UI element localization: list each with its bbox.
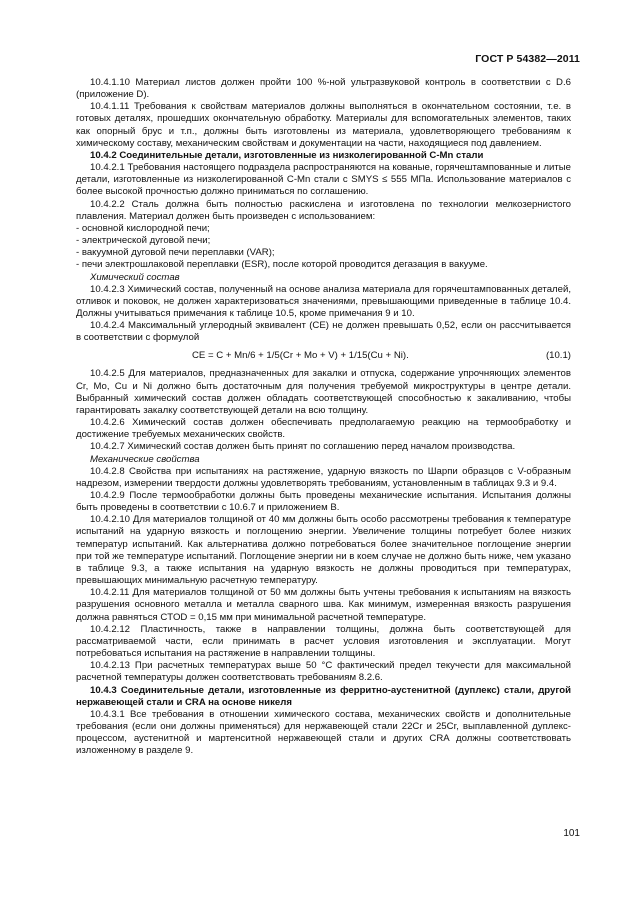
formula-number: (10.1) <box>545 350 571 362</box>
paragraph: 10.4.2.3 Химический состав, полученный на основе анализа материала для горячештампованных деталей, отливок и поковок, не должен характеризоваться значениями, превышающими приведенные в таблице 10.4. Должны учитываться примечания к таблице 10.5, кроме примечания 9 и 10. <box>76 283 571 319</box>
paragraph: 10.4.2.6 Химический состав должен обеспечивать предполагаемую реакцию на термообработку и достижение требуемых механических свойств. <box>76 417 571 441</box>
list-item: - печи электрошлаковой переплавки (ESR), после которой проводится дегазация в вакууме. <box>76 259 488 271</box>
paragraph: 10.4.2.4 Максимальный углеродный эквивалент (CE) не должен превышать 0,52, если он рассчитывается в соответствии с формулой <box>76 320 571 344</box>
paragraph: 10.4.3.1 Все требования в отношении химического состава, механических свойств и дополнительные требования (если они должны применяться) для нержавеющей стали 22Cr и 25Cr, выплавленной дуплекс-процессом, аустенитной и мартенситной нержавеющей стали и других CRA должны соответствовать изложенному в разделе 9. <box>76 708 571 757</box>
paragraph: 10.4.2.5 Для материалов, предназначенных для закалки и отпуска, содержание упрочняющих элементов Cr, Mo, Cu и Ni должно быть достаточным для получения требуемой микроструктуры в центре детали. Выбранный химический состав должен обладать соответствующей способностью к закаливанию, чтобы гарантировать закалку соответствующей детали на всю толщину. <box>76 368 571 416</box>
paragraph: 10.4.2.10 Для материалов толщиной от 40 мм должны быть особо рассмотрены требования к температуре испытаний на ударную вязкость и поглощению энергии. Увеличение толщины потребует более низких температур испытаний. Как альтернатива должно потребоваться более значительное поглощение энергии при той же температуре испытаний. Поглощение энергии ни в коем случае не должно быть ниже, чем указано в таблице 9.3, а также испытания на ударную вязкость не должны проводиться при температурах, превышающих минимальную расчетную температуру. <box>76 514 571 587</box>
paragraph: 10.4.1.10 Материал листов должен пройти 100 %-ной ультразвуковой контроль в соответствии с D.6 (приложение D). <box>76 77 571 101</box>
paragraph: 10.4.2.8 Свойства при испытаниях на растяжение, ударную вязкость по Шарпи образцов с V-образным надрезом, измерении твердости должны удовлетворять требованиям, установленным в таблицах 9.3 и 9.4. <box>76 465 571 489</box>
list-item: - основной кислородной печи; <box>76 222 210 234</box>
page-number: 101 <box>563 828 580 839</box>
section-heading: 10.4.2 Соединительные детали, изготовленные из низколегированной C-Mn стали <box>90 149 484 161</box>
paragraph: 10.4.2.1 Требования настоящего подраздела распространяются на кованые, горячештампованные и литые детали, изготовленные из низколегированной C-Mn стали с SMYS ≤ 555 МПа. Использование материалов с более высокой прочностью должно приниматься по соглашению. <box>76 162 571 198</box>
list-item: - электрической дуговой печи; <box>76 235 211 247</box>
paragraph: 10.4.2.12 Пластичность, также в направлении толщины, должна быть соответствующей для рассматриваемой части, если принимать в расчет условия изготовления и эксплуатации. Могут потребоваться испытания на растяжение в направлении толщины. <box>76 623 571 660</box>
paragraph: 10.4.2.2 Сталь должна быть полностью раскислена и изготовлена по технологии мелкозернистого плавления. Материал должен быть произведен с использованием: <box>76 198 571 222</box>
section-heading: 10.4.3 Соединительные детали, изготовленные из ферритно-аустенитной (дуплекс) стали, другой нержавеющей стали и CRA на основе никеля <box>76 684 571 708</box>
subsection-label: Химический состав <box>90 271 180 283</box>
paragraph: 10.4.2.13 При расчетных температурах выше 50 °C фактический предел текучести для максимальной расчетной температуры должен соответствовать требованиям 8.2.6. <box>76 660 571 684</box>
subsection-label: Механические свойства <box>90 453 200 465</box>
list-item: - вакуумной дуговой печи переплавки (VAR); <box>76 247 275 259</box>
standard-header: ГОСТ Р 54382—2011 <box>475 53 580 65</box>
document-body <box>76 77 571 757</box>
formula-expression: CE = C + Mn/6 + 1/5(Cr + Mo + V) + 1/15(Cu + Ni). <box>192 350 409 362</box>
formula <box>76 344 571 368</box>
paragraph: 10.4.1.11 Требования к свойствам материалов должны выполняться в окончательном состоянии, т.е. в готовых деталях, прошедших окончательную обработку. Материалы для вспомогательных элементов, таких как опорный брус и т.п., должны быть изготовлены из материала, удовлетворяющего требованиям к химическому составу, механическим свойствам и документации на части, находящиеся под давлением. <box>76 101 571 149</box>
paragraph: 10.4.2.9 После термообработки должны быть проведены механические испытания. Испытания должны быть проведены в соответствии с 10.6.7 и приложением B. <box>76 490 571 514</box>
paragraph: 10.4.2.7 Химический состав должен быть принят по соглашению перед началом производства. <box>90 441 516 453</box>
paragraph: 10.4.2.11 Для материалов толщиной от 50 мм должны быть учтены требования к испытаниям на вязкость разрушения основного металла и металла сварного шва. Как минимум, измеренная вязкость разрушения должна равняться CTOD = 0,15 мм при минимальной расчетной температуре. <box>76 587 571 623</box>
